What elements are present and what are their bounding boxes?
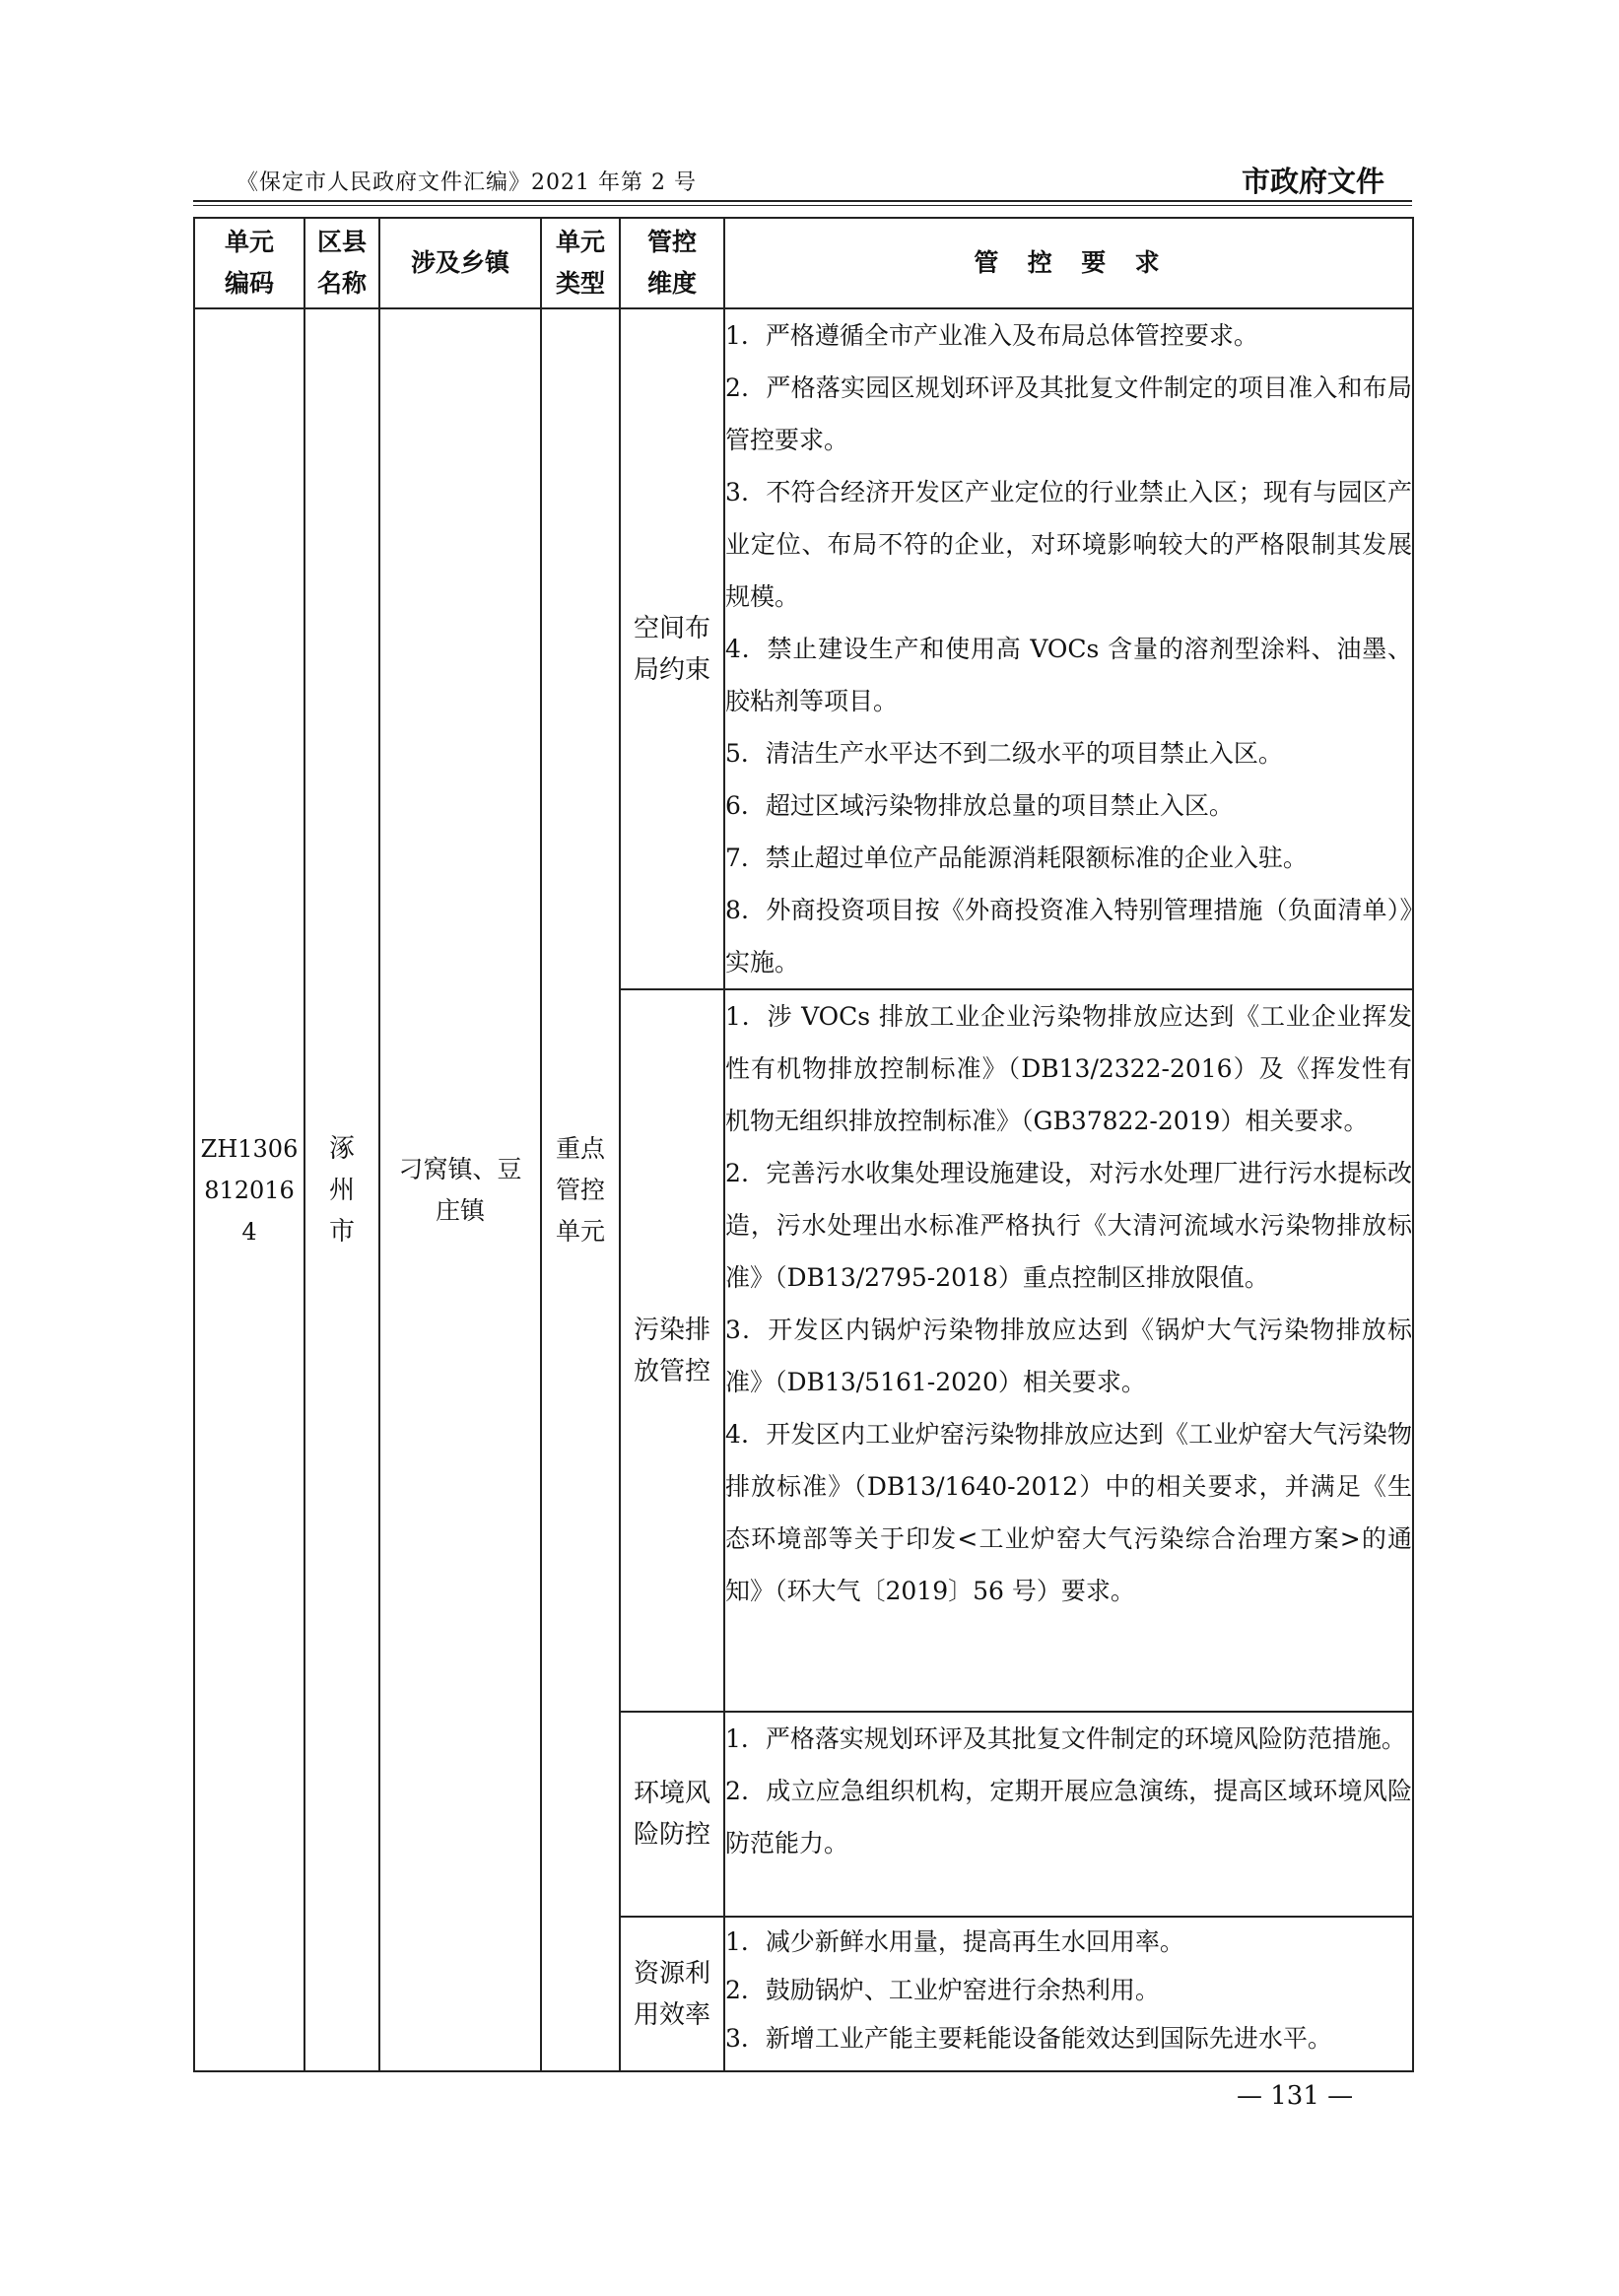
header-rule	[193, 200, 1412, 202]
list-item: 4．禁止建设生产和使用高 VOCs 含量的溶剂型涂料、油墨、胶粘剂等项目。	[725, 635, 1412, 715]
list-item: 3．开发区内锅炉污染物排放应达到《锅炉大气污染物排放标准》（DB13/5161-2020）相关要求。	[725, 1316, 1412, 1396]
unit-type: 重点管控单元	[555, 1133, 605, 1246]
col-header-unit-type: 单元类型	[541, 218, 620, 308]
unit-code: ZH13068120164	[200, 1134, 299, 1246]
control-requirements-table	[193, 217, 1414, 2072]
list-item: 7．禁止超过单位产品能源消耗限额标准的企业入驻。	[725, 844, 1308, 872]
towns-name: 刁窝镇、豆庄镇	[398, 1154, 522, 1225]
list-item: 2．完善污水收集处理设施建设，对污水处理厂进行污水提标改造，污水处理出水标准严格执行《大清河流域水污染物排放标准》（DB13/2795-2018）重点控制区排放限值。	[725, 1159, 1412, 1292]
unit-type-cell	[541, 308, 620, 2071]
col-header-code: 单元编码	[194, 218, 304, 308]
list-item: 1．严格落实规划环评及其批复文件制定的环境风险防范措施。	[725, 1724, 1406, 1753]
list-item: 8．外商投资项目按《外商投资准入特别管理措施（负面清单）》实施。	[725, 896, 1412, 977]
list-item: 1．减少新鲜水用量，提高再生水回用率。	[725, 1927, 1184, 1956]
list-item: 6．超过区域污染物排放总量的项目禁止入区。	[725, 791, 1234, 820]
col-header-county: 区县名称	[304, 218, 379, 308]
requirements-spatial	[724, 308, 1413, 989]
dimension-spatial: 空间布局约束	[620, 308, 724, 989]
requirements-resource	[724, 1917, 1413, 2071]
dimension-resource: 资源利用效率	[620, 1917, 724, 2071]
col-header-dimension: 管控维度	[620, 218, 724, 308]
requirements-risk	[724, 1712, 1413, 1917]
list-item: 5．清洁生产水平达不到二级水平的项目禁止入区。	[725, 739, 1283, 768]
list-item: 3．新增工业产能主要耗能设备能效达到国际先进水平。	[725, 2024, 1332, 2053]
requirements-pollution	[724, 989, 1413, 1712]
list-item: 2．鼓励锅炉、工业炉窑进行余热利用。	[725, 1976, 1160, 2004]
list-item: 1．涉 VOCs 排放工业企业污染物排放应达到《工业企业挥发性有机物排放控制标准》（DB13/2322-2016）及《挥发性有机物无组织排放控制标准》（GB37822-2019）相关要求。	[725, 1002, 1412, 1135]
list-item: 2．严格落实园区规划环评及其批复文件制定的项目准入和布局管控要求。	[725, 373, 1412, 454]
table-header-row	[194, 218, 1413, 308]
running-header-title: 《保定市人民政府文件汇编》2021 年第 2 号	[236, 170, 697, 195]
list-item: 2．成立应急组织机构，定期开展应急演练，提高区域环境风险防范能力。	[725, 1777, 1412, 1857]
list-item: 3．不符合经济开发区产业定位的行业禁止入区；现有与园区产业定位、布局不符的企业，对环境影响较大的严格限制其发展规模。	[725, 478, 1412, 611]
dimension-risk: 环境风险防控	[620, 1712, 724, 1917]
county-cell	[304, 308, 379, 2071]
dimension-pollution: 污染排放管控	[620, 989, 724, 1712]
towns-cell	[379, 308, 541, 2071]
unit-code-cell	[194, 308, 304, 2071]
header-rule-thin	[193, 205, 1412, 206]
page-number: — 131 —	[1237, 2081, 1354, 2111]
list-item: 1．严格遵循全市产业准入及布局总体管控要求。	[725, 321, 1258, 350]
county-name: 涿州市	[328, 1133, 355, 1247]
col-header-requirements: 管 控 要 求	[724, 218, 1413, 308]
running-header-section: 市政府文件	[1241, 165, 1384, 198]
table-row	[194, 308, 1413, 989]
col-header-towns: 涉及乡镇	[379, 218, 541, 308]
list-item: 4．开发区内工业炉窑污染物排放应达到《工业炉窑大气污染物排放标准》（DB13/1640-2012）中的相关要求，并满足《生态环境部等关于印发<工业炉窑大气污染综合治理方案>的通知》（环大气〔2019〕56 号）要求。	[725, 1420, 1412, 1605]
